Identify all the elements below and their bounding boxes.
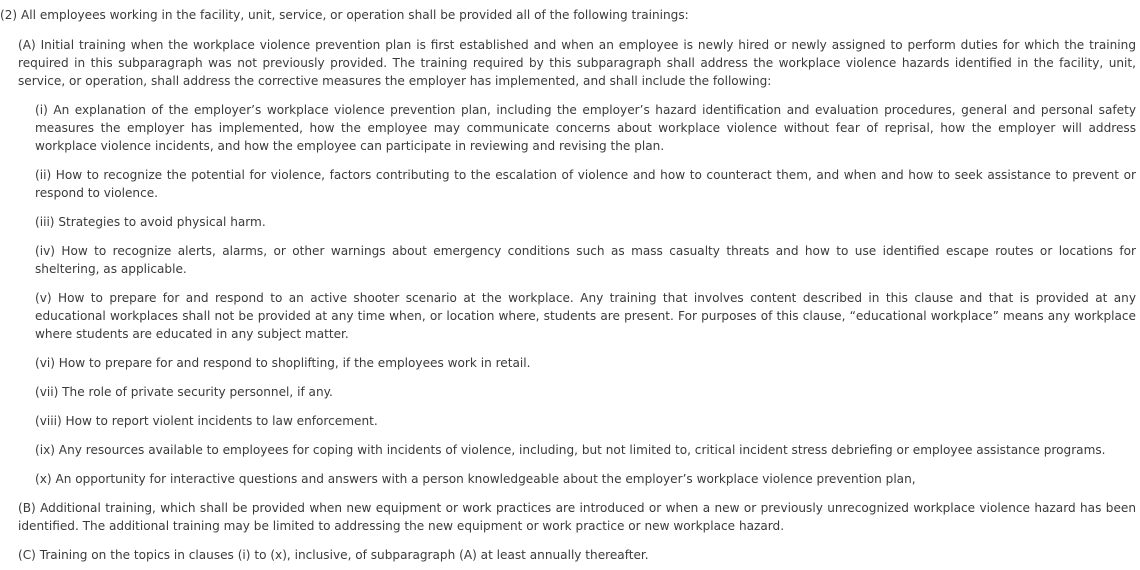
subparagraph-c: (C) Training on the topics in clauses (i) to (x), inclusive, of subparagraph (A) at least annually thereafter. bbox=[18, 548, 649, 562]
clause-iii: (iii) Strategies to avoid physical harm. bbox=[35, 215, 266, 229]
clause-i: (i) An explanation of the employer’s workplace violence prevention plan, including the employer’s hazard identification and evaluation procedures, general and personal safety measures the employer has implemented, how the employee may communicate concerns about workplace violence without fear of reprisal, how the employer will address workplace violence incidents, and how the employee can participate in reviewing and revising the plan. bbox=[35, 103, 1136, 153]
clause-vi: (vi) How to prepare for and respond to shoplifting, if the employees work in retail. bbox=[35, 356, 531, 370]
paragraph-2-intro: (2) All employees working in the facility, unit, service, or operation shall be provided all of the following trainings: bbox=[0, 8, 689, 22]
clause-v: (v) How to prepare for and respond to an active shooter scenario at the workplace. Any training that involves content described in this clause and that is provided at any educational workplaces shall not be provided at any time when, or location where, students are present. For purposes of this clause, “educational workplace” means any workplace where students are educated in any subject matter. bbox=[35, 291, 1136, 341]
clause-x: (x) An opportunity for interactive questions and answers with a person knowledgeable about the employer’s workplace violence prevention plan, bbox=[35, 472, 916, 486]
clause-viii: (viii) How to report violent incidents to law enforcement. bbox=[35, 414, 378, 428]
clause-ii: (ii) How to recognize the potential for violence, factors contributing to the escalation of violence and how to counteract them, and when and how to seek assistance to prevent or respond to violence. bbox=[35, 168, 1136, 200]
clause-ix: (ix) Any resources available to employees for coping with incidents of violence, including, but not limited to, critical incident stress debriefing or employee assistance programs. bbox=[35, 443, 1106, 457]
clause-vii: (vii) The role of private security personnel, if any. bbox=[35, 385, 333, 399]
subparagraph-a: (A) Initial training when the workplace violence prevention plan is first established and when an employee is newly hired or newly assigned to perform duties for which the training required in this subparagraph was not previously provided. The training required by this subparagraph shall address the workplace violence hazards identified in the facility, unit, service, or operation, shall address the corrective measures the employer has implemented, and shall include the following: bbox=[18, 38, 1136, 88]
clause-iv: (iv) How to recognize alerts, alarms, or other warnings about emergency conditions such as mass casualty threats and how to use identified escape routes or locations for sheltering, as applicable. bbox=[35, 244, 1136, 276]
subparagraph-b: (B) Additional training, which shall be provided when new equipment or work practices are introduced or when a new or previously unrecognized workplace violence hazard has been identified. The additional training may be limited to addressing the new equipment or work practice or new workplace hazard. bbox=[18, 501, 1136, 533]
